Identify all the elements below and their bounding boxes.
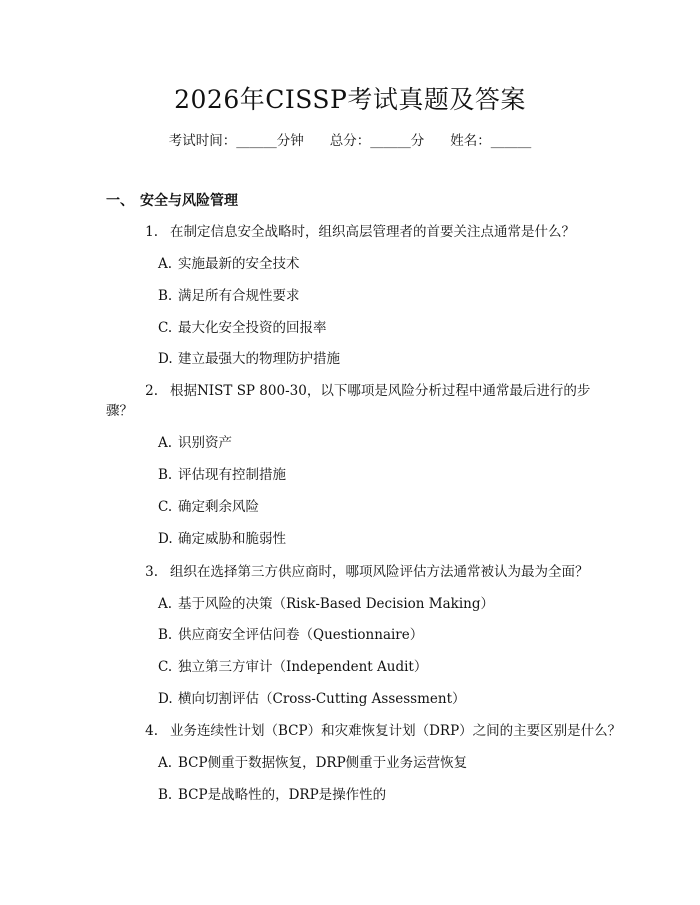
question-1-option-b: B. 满足所有合规性要求 [158,288,300,304]
name-field: 姓名：______ [450,133,532,149]
question-text: 组织在选择第三方供应商时，哪项风险评估方法通常被认为最为全面？ [170,564,589,580]
question-number: 4. [145,723,158,739]
page-title: 2026年CISSP考试真题及答案 [174,85,526,114]
section-title: 安全与风险管理 [140,193,238,209]
question-1 [106,222,596,242]
question-1-option-c: C. 最大化安全投资的回报率 [158,320,327,336]
section-number: 一、 [106,193,134,209]
question-3 [106,562,596,582]
question-2-option-c: C. 确定剩余风险 [158,499,259,515]
question-text: 根据NIST SP 800-30，以下哪项是风险分析过程中通常最后进行的步 [170,383,591,399]
question-number: 2. [145,383,158,399]
question-2-option-a: A. 识别资产 [158,435,232,451]
question-text: 在制定信息安全战略时，组织高层管理者的首要关注点通常是什么？ [170,224,575,240]
question-number: 1. [145,224,158,240]
question-1-option-d: D. 建立最强大的物理防护措施 [158,351,340,367]
question-2-option-b: B. 评估现有控制措施 [158,467,286,483]
question-2 [106,381,596,421]
question-3-option-c: C. 独立第三方审计（Independent Audit） [158,659,428,675]
question-4 [106,721,626,741]
question-1-option-a: A. 实施最新的安全技术 [158,256,300,272]
question-4-option-a: A. BCP侧重于数据恢复，DRP侧重于业务运营恢复 [158,755,468,771]
question-3-option-a: A. 基于风险的决策（Risk-Based Decision Making） [158,596,494,612]
question-3-option-d: D. 横向切割评估（Cross-Cutting Assessment） [158,691,466,707]
total-score-field: 总分：______分 [329,133,425,149]
section-heading [106,191,238,211]
question-4-option-b: B. BCP是战略性的，DRP是操作性的 [158,787,387,803]
question-text: 业务连续性计划（BCP）和灾难恢复计划（DRP）之间的主要区别是什么？ [170,723,622,739]
question-3-option-b: B. 供应商安全评估问卷（Questionnaire） [158,627,424,643]
exam-time-field: 考试时间：______分钟 [168,133,304,149]
question-number: 3. [145,564,158,580]
question-text-continuation: 骤？ [106,403,133,419]
question-2-option-d: D. 确定威胁和脆弱性 [158,531,286,547]
exam-meta [0,131,700,151]
